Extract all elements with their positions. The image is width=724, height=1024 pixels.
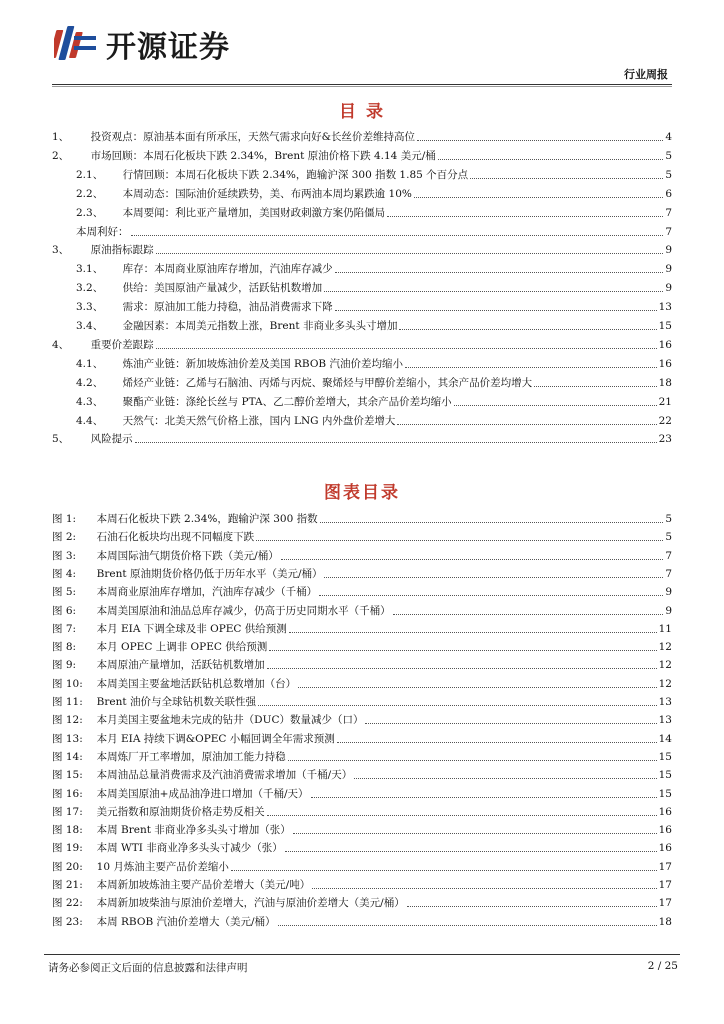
toc-entry[interactable] (52, 351, 672, 371)
report-type-label: 行业周报 (624, 68, 668, 81)
toc-entry-leader (534, 386, 656, 387)
toc-entry-label (52, 130, 417, 144)
figure-entry-leader (293, 833, 657, 834)
figure-entry-number: 图 2: (52, 531, 77, 544)
figure-entry-page: 16 (658, 842, 672, 855)
figure-entry[interactable] (52, 890, 672, 910)
figure-entry-leader (231, 870, 657, 871)
toc-entry-label (76, 319, 399, 333)
toc-entry-page: 22 (658, 414, 672, 427)
figure-entry-number: 图 4: (52, 567, 77, 580)
toc-entry-text: 需求：原油加工能力持稳，油品消费需求下降 (116, 301, 333, 314)
toc-entry-number: 2.1、 (76, 168, 104, 181)
toc-entry-leader (335, 272, 664, 273)
figure-entry[interactable] (52, 781, 672, 801)
figure-entry-text: 本周新加坡柴油与原油价差增大，汽油与原油价差增大（美元/桶） (90, 897, 405, 910)
figure-entry-leader (393, 614, 664, 615)
figure-entry-page: 7 (665, 549, 672, 562)
toc-entry-page: 4 (665, 131, 672, 143)
figure-entry-text: 本月 OPEC 上调非 OPEC 供给预测 (90, 641, 268, 654)
figure-entry-text: 本月 EIA 持续下调&OPEC 小幅回调全年需求预测 (90, 732, 335, 745)
figure-entry-number: 图 21: (52, 879, 83, 891)
toc-entry-text: 天然气：北美天然气价格上涨，国内 LNG 内外盘价差增大 (116, 414, 396, 427)
toc-entry-label (52, 243, 156, 257)
toc-entry-leader (335, 310, 657, 311)
figure-entry[interactable] (52, 598, 672, 618)
toc-entry-text: 炼油产业链：新加坡炼油价差及美国 RBOB 汽油价差均缩小 (116, 357, 403, 370)
figure-entry-text: 本周 WTI 非商业净多头头寸减少（张） (90, 842, 283, 855)
toc-entry-page: 6 (665, 187, 672, 200)
toc-entry[interactable] (52, 256, 672, 276)
figure-entry[interactable] (52, 579, 672, 599)
toc-title: 目 录 (339, 102, 385, 122)
company-name: 开源证券 (106, 30, 230, 65)
figure-entry-number: 图 13: (52, 732, 83, 745)
figure-entry-leader (256, 540, 663, 541)
toc-entry-number: 3.3、 (76, 301, 104, 314)
figure-entry[interactable] (52, 506, 672, 526)
figure-entry-leader (337, 742, 657, 743)
toc-entry-number: 2.2、 (76, 187, 104, 200)
figure-entry-leader (354, 778, 656, 779)
figure-entry-text: 美元指数和原油期货价格走势反相关 (90, 805, 265, 818)
toc-entry-label (76, 281, 324, 295)
figure-entry-page: 11 (658, 622, 672, 635)
toc-entry-leader (387, 216, 663, 217)
toc-entry-number: 4.3、 (76, 395, 104, 408)
figure-entry[interactable] (52, 634, 672, 654)
toc-entry-page: 7 (665, 225, 672, 238)
figure-entry-number: 图 12: (52, 714, 83, 727)
toc-entry-label (76, 206, 387, 220)
figure-entry-number: 图 6: (52, 604, 77, 617)
figure-entry-page: 17 (658, 879, 672, 891)
figure-entry-page: 13 (658, 714, 672, 727)
figure-entry-leader (319, 595, 663, 596)
figure-entry-text: 本月 EIA 下调全球及非 OPEC 供给预测 (90, 622, 287, 635)
figure-entry[interactable] (52, 817, 672, 837)
figure-entry[interactable] (52, 872, 672, 892)
figure-entry-text: 本周美国原油和油品总库存减少，仍高于历史同期水平（千桶） (90, 604, 391, 617)
figure-entry[interactable] (52, 707, 672, 727)
figure-entry-number: 图 7: (52, 622, 77, 635)
toc-entry-page: 9 (665, 244, 672, 257)
toc-entry-text: 本周要闻：利比亚产量增加，美国财政刺激方案仍陷僵局 (116, 206, 386, 219)
figure-entry[interactable] (52, 726, 672, 746)
toc-entry-text: 聚酯产业链：涤纶长丝与 PTA、乙二醇价差增大，其余产品价差均缩小 (116, 395, 452, 408)
figure-entry-text: 本周美国原油+成品油净进口增加（千桶/天） (90, 787, 309, 800)
figure-entry-text: 本周美国主要盆地活跃钻机总数增加（台） (90, 677, 297, 690)
toc-entry[interactable] (52, 389, 672, 409)
toc-entry[interactable] (52, 237, 672, 257)
toc-entry-text: 投资观点：原油基本面有所承压，天然气需求向好&长丝价差维持高位 (84, 131, 416, 143)
figure-entry-page: 12 (658, 677, 672, 690)
figure-entry-leader (289, 632, 657, 633)
toc-entry[interactable] (52, 426, 672, 446)
toc-entry-text: 重要价差跟踪 (84, 338, 154, 351)
figure-entry[interactable] (52, 524, 672, 544)
toc-entry-leader (470, 178, 663, 179)
toc-entry-text: 行情回顾：本周石化板块下跌 2.34%，跑输沪深 300 指数 1.85 个百分点 (116, 168, 469, 181)
figure-entry-text: 本周原油产量增加，活跃钻机数增加 (90, 659, 265, 672)
toc-entry-leader (405, 367, 657, 368)
toc-entry-page: 5 (665, 168, 672, 181)
toc-entry-page: 23 (658, 433, 672, 446)
figure-entry-text: Brent 原油期货价格仍低于历年水平（美元/桶） (90, 567, 323, 580)
figure-entry-leader (267, 815, 657, 816)
toc-entry-number: 4、 (52, 338, 70, 351)
figure-entry-page: 17 (658, 897, 672, 910)
figure-entry-text: 本周国际油气期货价格下跌（美元/桶） (90, 549, 279, 562)
figure-entry-number: 图 14: (52, 750, 83, 763)
toc-entry-label (76, 168, 470, 182)
figure-entry[interactable] (52, 909, 672, 929)
figure-entry-text: 本月美国主要盆地未完成的钻井（DUC）数量减少（口） (90, 714, 364, 727)
toc-entry-text: 烯烃产业链：乙烯与石脑油、丙烯与丙烷、聚烯烃与甲醇价差缩小，其余产品价差均增大 (116, 376, 533, 389)
figure-entry-text: 本周石化板块下跌 2.34%，跑输沪深 300 指数 (90, 513, 318, 525)
toc-entry[interactable] (52, 143, 672, 163)
footer-divider (44, 954, 680, 955)
toc-entry-label (52, 338, 156, 352)
toc-entry-page: 5 (665, 149, 672, 162)
figure-entry-label (52, 915, 278, 929)
figure-entry[interactable] (52, 744, 672, 764)
figure-entry-leader (324, 577, 663, 578)
figure-entry-leader (278, 925, 657, 926)
toc-entry[interactable] (52, 408, 672, 428)
figure-entry-page: 5 (665, 513, 672, 525)
toc-entry-text: 供给：美国原油产量减少，活跃钻机数增加 (116, 282, 323, 295)
figure-entry[interactable] (52, 854, 672, 874)
figure-entry-number: 图 1: (52, 513, 77, 525)
toc-entry[interactable] (52, 275, 672, 295)
toc-entry-leader (454, 405, 657, 406)
toc-entry-leader (156, 348, 657, 349)
figure-entry-text: 本周 RBOB 汽油价差增大（美元/桶） (90, 915, 276, 928)
toc-entry-number: 4.4、 (76, 414, 104, 427)
toc-entry-leader (156, 253, 664, 254)
figure-entry-page: 12 (658, 641, 672, 654)
figure-entry-text: 10 月炼油主要产品价差缩小 (90, 860, 229, 873)
toc-entry-label (76, 414, 397, 428)
figure-entry-number: 图 3: (52, 549, 77, 562)
figure-entry-number: 图 5: (52, 586, 77, 599)
figure-entry-text: 本周商业原油库存增加，汽油库存减少（千桶） (90, 586, 318, 599)
toc-entry-label (76, 225, 131, 239)
toc-entry-page: 13 (658, 301, 672, 314)
toc-entry-text: 库存：本周商业原油库存增加，汽油库存减少 (116, 263, 333, 276)
figure-entry-text: 本周炼厂开工率增加，原油加工能力持稳 (90, 750, 286, 763)
figure-entry-number: 图 19: (52, 842, 83, 855)
toc-entry-page: 21 (658, 395, 672, 408)
toc-entry-number: 3.4、 (76, 320, 104, 332)
figure-entry-page: 17 (658, 860, 672, 873)
toc-entry[interactable] (52, 294, 672, 314)
figure-entry-page: 12 (658, 659, 672, 672)
toc-entry-label (76, 187, 414, 201)
figure-entry-leader (258, 705, 657, 706)
figure-entry-number: 图 22: (52, 897, 83, 910)
figure-entry-number: 图 9: (52, 659, 77, 672)
figure-entry-leader (288, 760, 657, 761)
figure-entry-page: 15 (658, 787, 672, 800)
logo-mark-icon (54, 24, 98, 64)
toc-entry-label (76, 395, 454, 409)
figure-entry-leader (311, 797, 657, 798)
toc-entry-leader (417, 140, 663, 141)
figure-entry-number: 图 20: (52, 860, 83, 873)
toc-entry-leader (324, 291, 663, 292)
toc-entry[interactable] (52, 370, 672, 390)
toc-entry-text: 金融因素：本周美元指数上涨，Brent 非商业多头头寸增加 (116, 320, 398, 332)
figure-entry-text: Brent 油价与全球钻机数关联性强 (90, 696, 256, 708)
figure-entry[interactable] (52, 799, 672, 819)
figure-entry[interactable] (52, 652, 672, 672)
figure-entry-number: 图 10: (52, 677, 83, 690)
figure-entry-text: 本周 Brent 非商业净多头头寸增加（张） (90, 824, 291, 837)
figure-entry-number: 图 23: (52, 915, 83, 928)
figure-entry[interactable] (52, 762, 672, 782)
figures-title: 图表目录 (324, 483, 400, 503)
toc-entry-page: 16 (658, 357, 672, 370)
figure-entry[interactable] (52, 689, 672, 709)
toc-entry-number: 4.2、 (76, 376, 104, 389)
toc-entry-number: 1、 (52, 131, 70, 143)
figure-entry-page: 9 (665, 604, 672, 617)
figure-entry-leader (365, 723, 656, 724)
figure-entry-leader (298, 687, 656, 688)
figure-entry-text: 石油石化板块均出现不同幅度下跌 (90, 531, 255, 544)
footer-disclaimer: 请务必参阅正文后面的信息披露和法律声明 (48, 962, 248, 974)
toc-entry-label (52, 432, 135, 446)
toc-entry-number: 4.1、 (76, 357, 104, 370)
figure-entry-leader (281, 559, 664, 560)
figure-entry-leader (267, 668, 657, 669)
toc-entry-leader (397, 424, 656, 425)
toc-entry-number: 5、 (52, 433, 70, 446)
figure-entry-page: 5 (665, 531, 672, 544)
toc-entry-leader (399, 329, 656, 330)
toc-entry-leader (414, 197, 663, 198)
toc-entry-number: 3.2、 (76, 282, 104, 295)
figure-entry-page: 15 (658, 769, 672, 782)
header-divider-thin (52, 86, 672, 87)
toc-entry[interactable] (52, 313, 672, 333)
figure-entry-number: 图 15: (52, 769, 83, 782)
figure-entry-page: 15 (658, 750, 672, 763)
toc-entry[interactable] (52, 181, 672, 201)
figure-entry-page: 7 (665, 567, 672, 580)
figure-entry-page: 9 (665, 586, 672, 599)
toc-entry-label (76, 357, 405, 371)
figure-entry[interactable] (52, 543, 672, 563)
figure-entry-leader (285, 851, 657, 852)
figure-entry-number: 图 8: (52, 641, 77, 654)
figure-entry-page: 16 (658, 805, 672, 818)
toc-entry-page: 16 (658, 338, 672, 351)
figure-entry-number: 图 17: (52, 805, 83, 818)
toc-entry-number: 2.3、 (76, 206, 104, 219)
toc-entry-label (76, 262, 335, 276)
figure-entry-page: 18 (658, 915, 672, 928)
figure-entry-leader (269, 650, 656, 651)
toc-entry-number: 3.1、 (76, 263, 104, 276)
toc-entry-leader (438, 159, 664, 160)
figure-entry-text: 本周新加坡炼油主要产品价差增大（美元/吨） (90, 879, 311, 891)
figure-entry-leader (407, 906, 657, 907)
header-divider (52, 84, 672, 85)
toc-entry-text: 风险提示 (84, 433, 133, 446)
figure-entry-leader (320, 522, 664, 523)
figure-entry-number: 图 18: (52, 824, 83, 837)
toc-entry-label (76, 376, 534, 390)
figure-entry-page: 16 (658, 824, 672, 837)
toc-entry-label (52, 149, 438, 163)
toc-entry-text: 本周动态：国际油价延续跌势，美、布两油本周均累跌逾 10% (116, 187, 412, 200)
figure-entry-number: 图 11: (52, 696, 83, 708)
toc-entry-page: 9 (665, 282, 672, 295)
toc-entry[interactable] (52, 162, 672, 182)
toc-entry-number: 3、 (52, 244, 70, 257)
figure-entry-leader (312, 888, 656, 889)
toc-entry[interactable] (52, 219, 672, 239)
figure-entry-number: 图 16: (52, 787, 83, 800)
toc-entry-page: 18 (658, 376, 672, 389)
toc-entry-text: 本周利好： (76, 225, 129, 238)
toc-entry-number: 2、 (52, 149, 70, 162)
toc-entry[interactable] (52, 332, 672, 352)
figure-entry[interactable] (52, 835, 672, 855)
toc-entry-leader (131, 235, 664, 236)
toc-entry-text: 市场回顾：本周石化板块下跌 2.34%，Brent 原油价格下跌 4.14 美元/桶 (84, 149, 436, 162)
figure-entry[interactable] (52, 616, 672, 636)
toc-entry-text: 原油指标跟踪 (84, 244, 154, 257)
figure-entry-text: 本周油品总量消费需求及汽油消费需求增加（千桶/天） (90, 769, 353, 782)
toc-entry-label (76, 300, 335, 314)
toc-entry[interactable] (52, 124, 672, 144)
figure-entry-page: 13 (658, 696, 672, 708)
company-logo (54, 22, 230, 66)
toc-entry-page: 9 (665, 263, 672, 276)
toc-entry-page: 7 (665, 206, 672, 219)
page-number: 2 / 25 (647, 960, 678, 972)
toc-entry[interactable] (52, 200, 672, 220)
figure-entry-page: 14 (658, 732, 672, 745)
toc-entry-page: 15 (658, 320, 672, 332)
figure-entry[interactable] (52, 671, 672, 691)
toc-entry-leader (135, 442, 657, 443)
page-header (0, 0, 724, 90)
figure-entry[interactable] (52, 561, 672, 581)
